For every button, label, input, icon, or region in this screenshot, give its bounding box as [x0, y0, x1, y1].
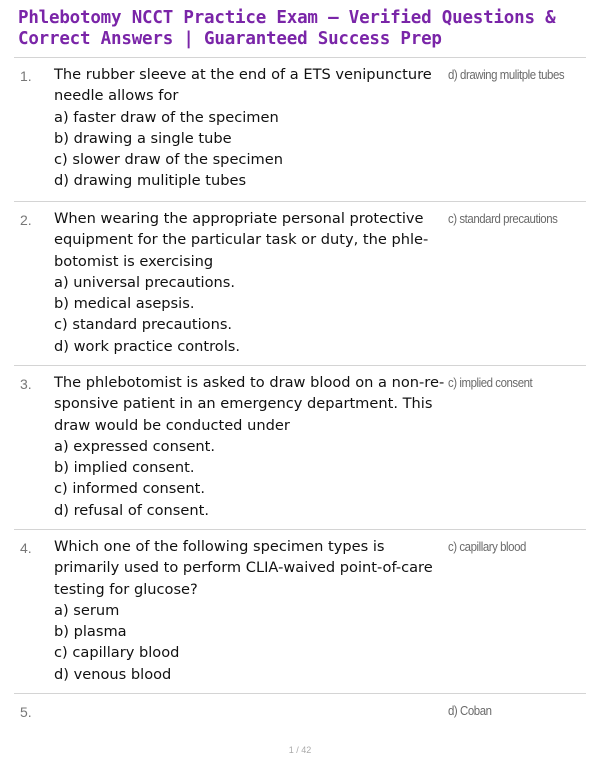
option-a: a) universal precautions. [54, 273, 236, 291]
question-item [14, 693, 586, 734]
question-body [54, 64, 452, 192]
option-d: d) drawing mulitiple tubes [54, 172, 247, 190]
question-item [14, 529, 586, 694]
correct-answer: c) implied consent [448, 375, 533, 390]
question-item [14, 201, 586, 366]
option-d: d) venous blood [54, 665, 172, 683]
option-b: b) implied consent. [54, 459, 195, 477]
question-body [54, 208, 452, 357]
option-c: c) informed consent. [54, 480, 205, 498]
option-c: c) slower draw of the specimen [54, 151, 283, 169]
question-text: When wearing the appropriate personal protective equipment for the particular task or duty, the phle-botomist is exercising [54, 210, 429, 270]
correct-answer: c) capillary blood [448, 539, 526, 554]
question-text: Which one of the following specimen types is primarily used to perform CLIA-waived point-of-care testing for glucose? [54, 538, 433, 598]
question-text: The rubber sleeve at the end of a ETS venipuncture needle allows for [54, 66, 432, 105]
question-number: 2. [20, 212, 32, 228]
document-title: Phlebotomy NCCT Practice Exam – Verified Questions & Correct Answers | Guaranteed Success Prep [18, 8, 556, 49]
option-b: b) medical asepsis. [54, 295, 195, 313]
correct-answer: c) standard precautions [448, 211, 558, 226]
question-number: 1. [20, 68, 32, 84]
option-a: a) serum [54, 601, 120, 619]
question-item [14, 365, 586, 530]
question-number: 5. [20, 704, 32, 720]
option-b: b) drawing a single tube [54, 129, 232, 147]
option-a: a) faster draw of the specimen [54, 108, 279, 126]
question-text: The phlebotomist is asked to draw blood on a non-re-sponsive patient in an emergency department. This draw would be conducted under [54, 374, 445, 434]
question-body [54, 536, 452, 685]
question-body [54, 372, 452, 521]
question-number: 4. [20, 540, 32, 556]
question-number: 3. [20, 376, 32, 392]
option-a: a) expressed consent. [54, 437, 216, 455]
page-indicator: 1 / 42 [288, 745, 312, 755]
option-d: d) refusal of consent. [54, 501, 209, 519]
correct-answer: d) Coban [448, 703, 492, 718]
question-item [14, 57, 586, 202]
option-d: d) work practice controls. [54, 337, 241, 355]
option-c: c) standard precautions. [54, 316, 233, 334]
option-c: c) capillary blood [54, 644, 180, 662]
option-b: b) plasma [54, 623, 127, 641]
correct-answer: d) drawing mulitple tubes [448, 67, 565, 82]
